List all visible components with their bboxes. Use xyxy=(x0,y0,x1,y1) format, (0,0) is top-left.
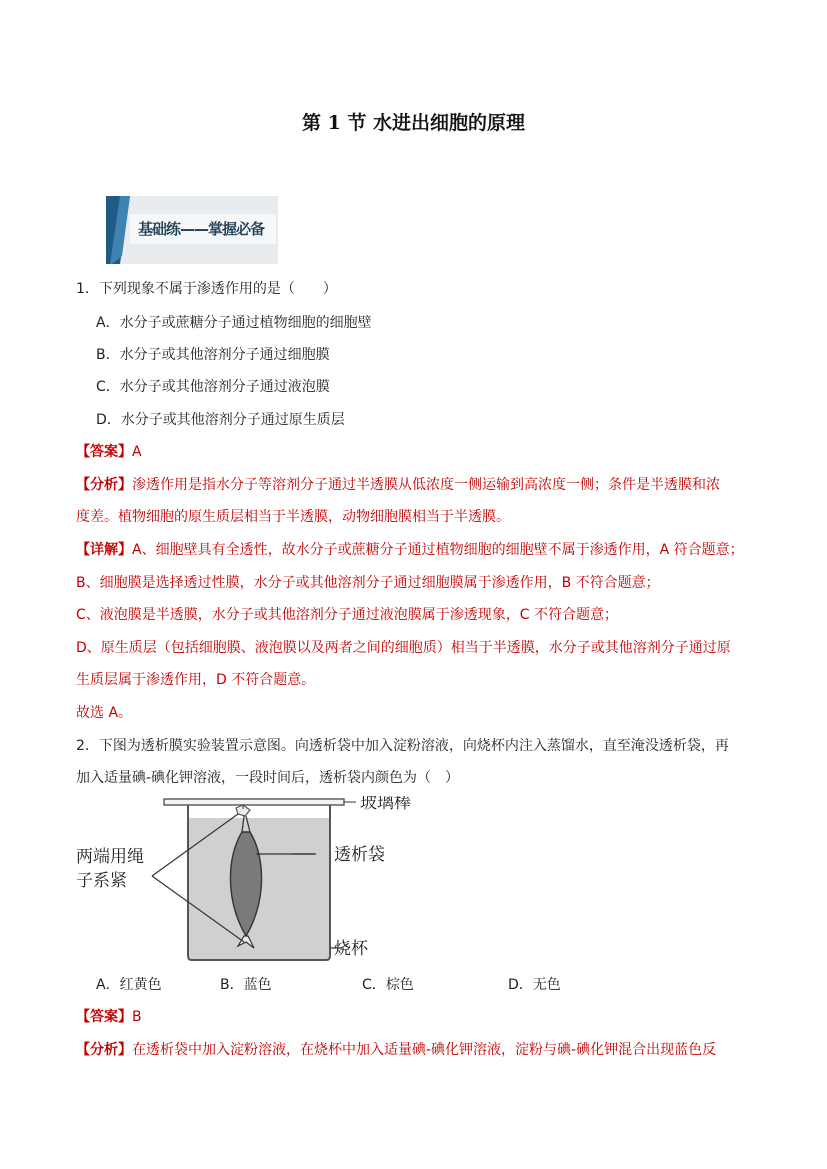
question-2-stem-line-2: 加入适量碘-碘化钾溶液，一段时间后，透析袋内颜色为（ ） xyxy=(76,770,460,786)
answer-value: B xyxy=(132,1009,142,1025)
question-1-option-c: C．水分子或其他溶剂分子通过液泡膜 xyxy=(96,379,330,395)
question-1-detail-d: D、原生质层（包括细胞膜、液泡膜以及两者之间的细胞质）相当于半透膜，水分子或其他溶剂分子通过原 xyxy=(76,640,731,656)
question-1-analysis-line-2: 度差。植物细胞的原生质层相当于半透膜，动物细胞膜相当于半透膜。 xyxy=(76,509,510,525)
question-2-option-a: A．红黄色 xyxy=(96,977,162,993)
analysis-text: 渗透作用是指水分子等溶剂分子通过半透膜从低浓度一侧运输到高浓度一侧；条件是半透膜和浓 xyxy=(132,477,720,493)
question-1-conclusion: 故选 A。 xyxy=(76,705,133,721)
answer-tag: 【答案】 xyxy=(76,1009,132,1025)
analysis-text: 在透析袋中加入淀粉溶液，在烧杯中加入适量碘-碘化钾溶液，淀粉与碘-碘化钾混合出现蓝色反 xyxy=(132,1042,717,1058)
question-1-stem: 1．下列现象不属于渗透作用的是（ ） xyxy=(76,281,337,297)
question-1-detail-b: B、细胞膜是选择透过性膜，水分子或其他溶剂分子通过细胞膜属于渗透作用，B 不符合题意； xyxy=(76,575,660,591)
question-2-option-c: C．棕色 xyxy=(362,977,414,993)
question-1-option-d: D．水分子或其他溶剂分子通过原生质层 xyxy=(96,412,345,428)
analysis-tag: 【分析】 xyxy=(76,1042,132,1058)
question-1-option-b: B．水分子或其他溶剂分子通过细胞膜 xyxy=(96,347,330,363)
beaker-label: 烧杯 xyxy=(334,939,368,959)
page-title: 第 1 节 水进出细胞的原理 xyxy=(301,112,526,134)
question-1-detail-c: C、液泡膜是半透膜，水分子或其他溶剂分子通过液泡膜属于渗透现象，C 不符合题意； xyxy=(76,607,618,623)
section-banner xyxy=(106,196,278,264)
rope-label-line-1: 两端用绳 xyxy=(76,847,144,867)
rope-label-line-2: 子系紧 xyxy=(76,871,127,891)
answer-tag: 【答案】 xyxy=(76,444,132,460)
question-2-answer xyxy=(76,1007,142,1027)
dialysis-apparatus-figure xyxy=(70,796,430,964)
analysis-tag: 【分析】 xyxy=(76,477,132,493)
answer-value: A xyxy=(132,444,142,460)
question-1-answer xyxy=(76,442,142,462)
glass-rod xyxy=(164,799,344,805)
bag-label: 透析袋 xyxy=(334,845,385,865)
question-2-stem: 2．下图为透析膜实验装置示意图。向透析袋中加入淀粉溶液，向烧杯内注入蒸馏水，直至淹没透析袋，再 xyxy=(76,738,729,754)
question-1-analysis xyxy=(76,475,720,495)
question-2-option-d: D．无色 xyxy=(508,977,561,993)
banner-text: 基础练——掌握必备 xyxy=(138,220,265,238)
question-1-option-a: A．水分子或蔗糖分子通过植物细胞的细胞壁 xyxy=(96,315,372,331)
question-2-option-b: B．蓝色 xyxy=(220,977,272,993)
question-1-detail xyxy=(76,540,744,560)
rod-label: 玻璃棒 xyxy=(360,796,411,813)
detail-text: A、细胞壁具有全透性，故水分子或蔗糖分子通过植物细胞的细胞壁不属于渗透作用，A 符合题意； xyxy=(132,542,744,558)
dialysis-apparatus-diagram xyxy=(70,796,430,964)
question-1-detail-d-cont: 生质层属于渗透作用，D 不符合题意。 xyxy=(76,672,316,688)
question-2-analysis xyxy=(76,1040,716,1060)
detail-tag: 【详解】 xyxy=(76,542,132,558)
